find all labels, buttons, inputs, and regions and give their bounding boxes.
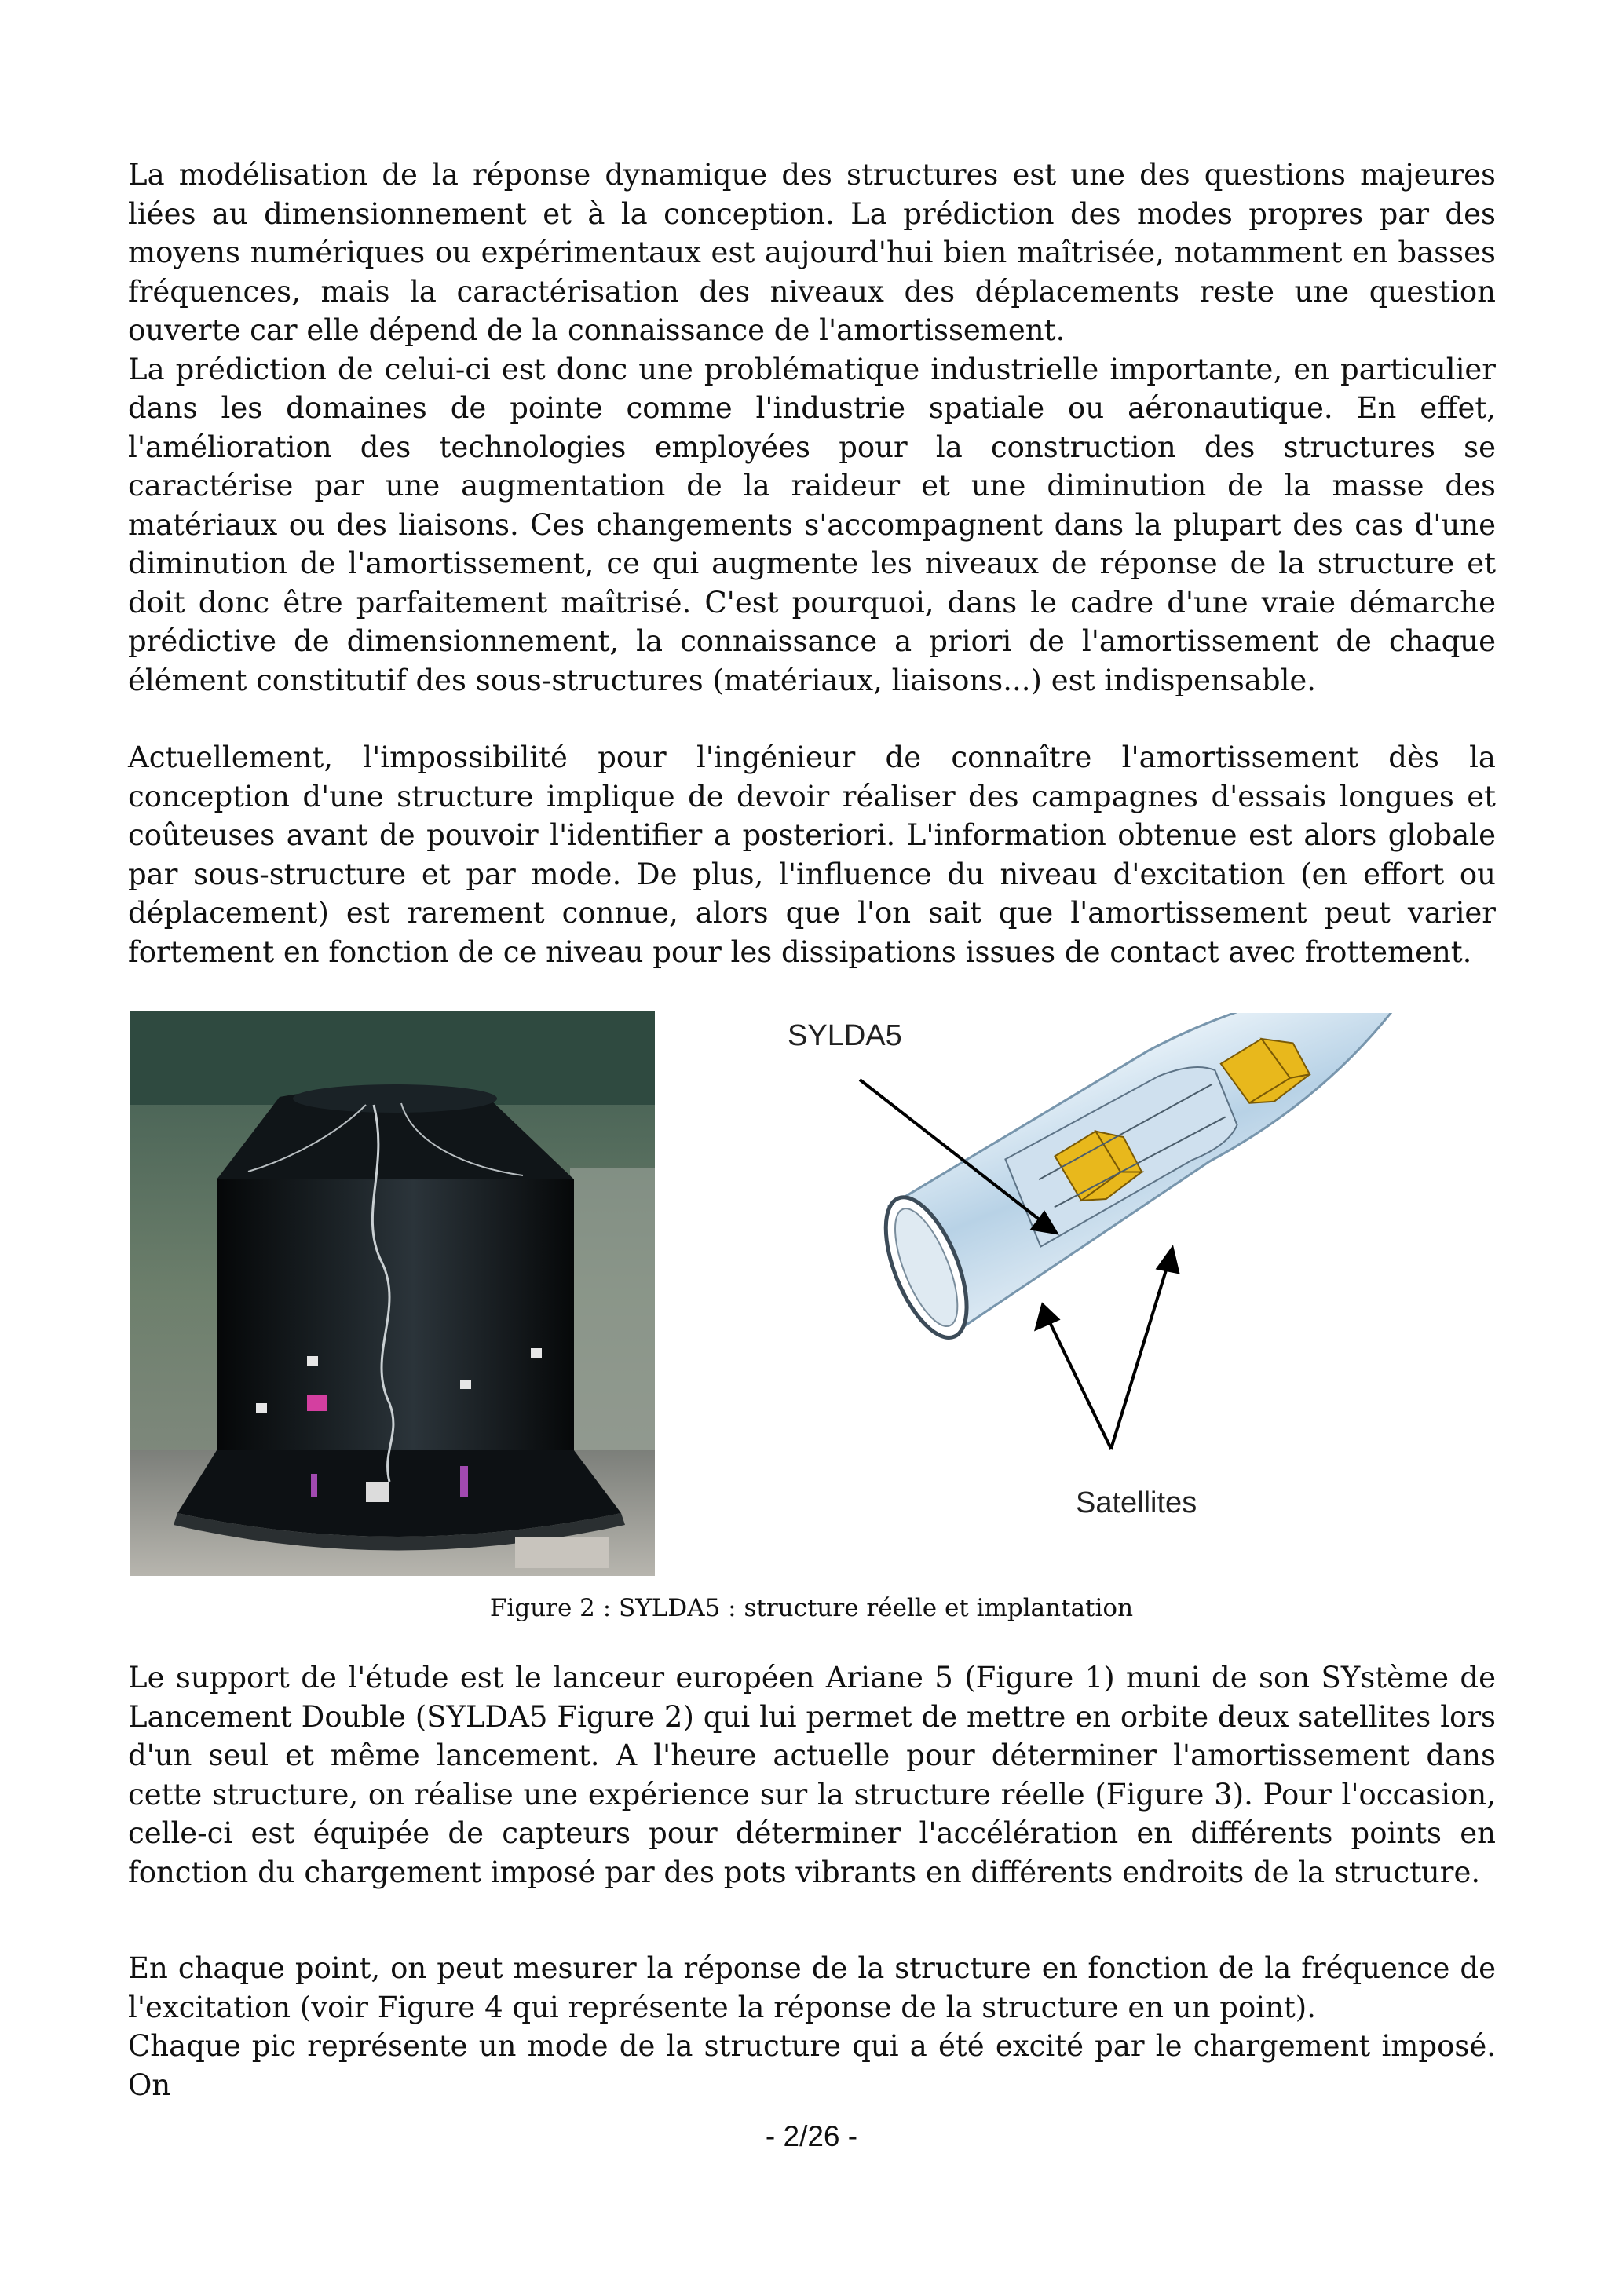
paragraph-response: En chaque point, on peut mesurer la réponse de la structure en fonction de la fréquence de l'excitation (voir Figure 4 qui représente la réponse de la structure en un point). — [128, 1951, 1496, 2024]
paragraph-peak: Chaque pic représente un mode de la structure qui a été excité par le chargement imposé. On — [128, 2029, 1496, 2102]
figure-caption: Figure 2 : SYLDA5 : structure réelle et implantation — [489, 1594, 1134, 1622]
satellites-label: Satellites — [1076, 1486, 1197, 1519]
paragraph-impossibility: Actuellement, l'impossibilité pour l'ingénieur de connaître l'amortissement dès la conception d'une structure implique de devoir réaliser des campagnes d'essais longues et coûteuses avant de pouvoir l'identifier a posteriori. L'information obtenue est alors globale par sous-structure et par mode. De plus, l'influence du niveau d'excitation (en effort ou déplacement) est rarement connue, alors que l'on sait que l'amortissement peut varier fortement en fonction de ce niveau pour les dissipations issues de contact avec frottement. — [128, 740, 1496, 969]
page-number: - 2/26 - — [765, 2120, 858, 2152]
paragraph-current-state — [128, 738, 1496, 971]
sylda5-label: SYLDA5 — [788, 1019, 902, 1052]
sylda5-diagram — [777, 1013, 1429, 1523]
sylda5-photo — [130, 1011, 655, 1576]
paragraph-intro — [128, 155, 1496, 700]
paragraph-measurement — [128, 1949, 1496, 2104]
paragraph-ariane: Le support de l'étude est le lanceur européen Ariane 5 (Figure 1) muni de son SYstème de Lancement Double (SYLDA5 Figure 2) qui lui permet de mettre en orbite deux satellites lors d'un seul et même lancement. A l'heure actuelle pour déterminer l'amortissement dans cette structure, on réalise une expérience sur la structure réelle (Figure 3). Pour l'occasion, celle-ci est équipée de capteurs pour déterminer l'accélération en différents points en fonction du chargement imposé par des pots vibrants en différents endroits de la structure. — [128, 1661, 1496, 1889]
paragraph-modelling: La modélisation de la réponse dynamique des structures est une des questions majeures liées au dimensionnement et à la conception. La prédiction des modes propres par des moyens numériques ou expérimentaux est aujourd'hui bien maîtrisée, notamment en basses fréquences, mais la caractérisation des niveaux des déplacements reste une question ouverte car elle dépend de la connaissance de l'amortissement. — [128, 158, 1496, 347]
paragraph-prediction: La prédiction de celui-ci est donc une problématique industrielle importante, en particulier dans les domaines de pointe comme l'industrie spatiale ou aéronautique. En effet, l'amélioration des technologies employées pour la construction des structures se caractérise par une augmentation de la raideur et une diminution de la masse des matériaux ou des liaisons. Ces changements s'accompagnent dans la plupart des cas d'une diminution de l'amortissement, ce qui augmente les niveaux de réponse de la structure et doit donc être parfaitement maîtrisé. C'est pourquoi, dans le cadre d'une vraie démarche prédictive de dimensionnement, la connaissance a priori de l'amortissement de chaque élément constitutif des sous-structures (matériaux, liaisons...) est indispensable. — [128, 352, 1496, 697]
paragraph-support — [128, 1658, 1496, 1892]
